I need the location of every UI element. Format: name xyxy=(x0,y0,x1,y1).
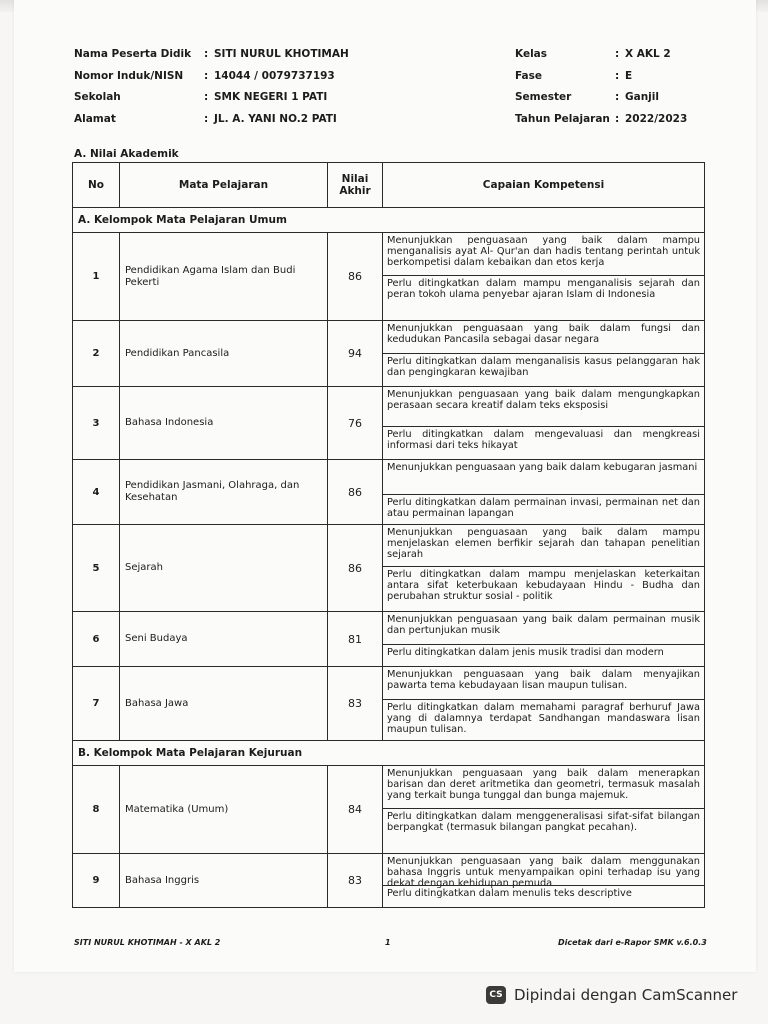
row-subject: Pendidikan Agama Islam dan Budi Pekerti xyxy=(120,233,328,321)
table-header-row xyxy=(73,163,705,208)
student-info-right xyxy=(515,44,687,130)
row-number: 4 xyxy=(73,460,120,525)
competency-box xyxy=(383,460,704,524)
phase-label: Fase xyxy=(515,69,543,82)
row-competency xyxy=(383,525,705,612)
competency-improvement: Perlu ditingkatkan dalam memahami paragraf berhuruf Jawa yang di dalamnya terdapat Sandhangan mandaswara lisan maupun tulisan. xyxy=(383,699,704,740)
school-name: SMK NEGERI 1 PATI xyxy=(214,91,328,103)
row-number: 7 xyxy=(73,667,120,741)
row-number: 1 xyxy=(73,233,120,321)
competency-strength: Menunjukkan penguasaan yang baik dalam menerapkan barisan dan deret aritmetika dan geometri, termasuk masalah yang terkait bunga tunggal dan bunga majemuk. xyxy=(387,768,700,801)
competency-box xyxy=(383,612,704,666)
competency-improvement: Perlu ditingkatkan dalam menulis teks descriptive xyxy=(383,885,704,907)
camscanner-text: Dipindai dengan CamScanner xyxy=(514,986,738,1004)
competency-box xyxy=(383,321,704,386)
competency-improvement: Perlu ditingkatkan dalam menggeneralisasi sifat-sifat bilangan berpangkat (termasuk bilangan pangkat pecahan). xyxy=(383,808,704,853)
table-row xyxy=(73,387,705,460)
group-row-b xyxy=(73,741,705,766)
row-subject: Matematika (Umum) xyxy=(120,766,328,854)
competency-strength: Menunjukkan penguasaan yang baik dalam fungsi dan kedudukan Pancasila sebagai dasar negara xyxy=(387,323,700,345)
school-row xyxy=(74,87,349,109)
competency-improvement: Perlu ditingkatkan dalam mengevaluasi dan mengkreasi informasi dari teks hikayat xyxy=(383,426,704,459)
competency-strength: Menunjukkan penguasaan yang baik dalam menggunakan bahasa Inggris untuk menyampaikan opini terhadap isu yang dekat dengan kehidupan pemuda xyxy=(387,856,700,889)
row-competency xyxy=(383,667,705,741)
competency-box xyxy=(383,525,704,611)
competency-box xyxy=(383,387,704,459)
competency-improvement: Perlu ditingkatkan dalam jenis musik tradisi dan modern xyxy=(383,644,704,666)
table-row xyxy=(73,321,705,387)
competency-strength: Menunjukkan penguasaan yang baik dalam mengungkapkan perasaan secara kreatif dalam teks eksposisi xyxy=(387,389,700,411)
row-number: 5 xyxy=(73,525,120,612)
row-subject: Seni Budaya xyxy=(120,612,328,667)
school-sep: : xyxy=(204,91,209,103)
row-number: 9 xyxy=(73,854,120,908)
footer-page-number: 1 xyxy=(385,938,391,947)
row-competency xyxy=(383,854,705,908)
header-subject: Mata Pelajaran xyxy=(120,163,328,208)
table-row xyxy=(73,460,705,525)
competency-box xyxy=(383,766,704,853)
row-subject: Sejarah xyxy=(120,525,328,612)
competency-improvement: Perlu ditingkatkan dalam permainan invasi, permainan net dan atau permainan lapangan xyxy=(383,494,704,524)
competency-improvement: Perlu ditingkatkan dalam mampu menganalisis sejarah dan peran tokoh ulama penyebar ajaran Islam di Indonesia xyxy=(383,275,704,320)
group-a-label: A. Kelompok Mata Pelajaran Umum xyxy=(73,208,705,233)
header-competency: Capaian Kompetensi xyxy=(383,163,705,208)
footer-student: SITI NURUL KHOTIMAH - X AKL 2 xyxy=(74,938,221,947)
semester-sep: : xyxy=(615,91,620,103)
year-row xyxy=(515,109,687,131)
student-nis: 14044 / 0079737193 xyxy=(214,69,335,82)
school-label: Sekolah xyxy=(74,91,121,103)
row-subject: Bahasa Indonesia xyxy=(120,387,328,460)
semester-value: Ganjil xyxy=(625,91,659,103)
student-info-left xyxy=(74,44,349,130)
grades-table xyxy=(72,162,705,908)
table-row xyxy=(73,667,705,741)
row-score: 83 xyxy=(328,667,383,741)
competency-strength: Menunjukkan penguasaan yang baik dalam menyajikan pawarta tema kebudayaan lisan maupun tulisan. xyxy=(387,669,700,691)
student-name: SITI NURUL KHOTIMAH xyxy=(214,48,349,60)
row-score: 86 xyxy=(328,525,383,612)
phase-sep: : xyxy=(615,69,620,82)
row-score: 86 xyxy=(328,460,383,525)
class-sep: : xyxy=(615,48,620,60)
row-score: 76 xyxy=(328,387,383,460)
row-number: 3 xyxy=(73,387,120,460)
row-number: 8 xyxy=(73,766,120,854)
row-number: 2 xyxy=(73,321,120,387)
competency-strength: Menunjukkan penguasaan yang baik dalam mampu menganalisis ayat Al- Qur'an dan hadis tentang perintah untuk berkompetisi dalam kebaikan dan etos kerja xyxy=(387,235,700,268)
table-row xyxy=(73,525,705,612)
row-subject: Pendidikan Pancasila xyxy=(120,321,328,387)
row-score: 94 xyxy=(328,321,383,387)
row-subject: Pendidikan Jasmani, Olahraga, dan Kesehatan xyxy=(120,460,328,525)
row-subject: Bahasa Inggris xyxy=(120,854,328,908)
row-score: 84 xyxy=(328,766,383,854)
student-nis-row xyxy=(74,66,349,88)
row-score: 81 xyxy=(328,612,383,667)
class-label: Kelas xyxy=(515,48,548,60)
row-competency xyxy=(383,612,705,667)
address-row xyxy=(74,109,349,131)
name-label: Nama Peserta Didik xyxy=(74,48,192,60)
section-title-academic: A. Nilai Akademik xyxy=(74,148,179,160)
competency-improvement: Perlu ditingkatkan dalam mampu menjelaskan keterkaitan antara sifat keterbukaan kebudayaan Hindu - Budha dan perubahan struktur sosial - politik xyxy=(383,566,704,611)
row-subject: Bahasa Jawa xyxy=(120,667,328,741)
row-number: 6 xyxy=(73,612,120,667)
row-score: 86 xyxy=(328,233,383,321)
semester-row xyxy=(515,87,687,109)
address-value: JL. A. YANI NO.2 PATI xyxy=(214,112,337,125)
address-label: Alamat xyxy=(74,112,116,125)
class-value: X AKL 2 xyxy=(625,48,671,60)
phase-row xyxy=(515,66,687,88)
header-no: No xyxy=(73,163,120,208)
footer-printed-by: Dicetak dari e-Rapor SMK v.6.0.3 xyxy=(558,938,707,947)
header-score-line2: Akhir xyxy=(339,185,371,197)
row-competency xyxy=(383,387,705,460)
camscanner-watermark xyxy=(486,986,737,1004)
student-name-row xyxy=(74,44,349,66)
group-b-label: B. Kelompok Mata Pelajaran Kejuruan xyxy=(73,741,705,766)
row-competency xyxy=(383,321,705,387)
year-sep: : xyxy=(615,112,620,125)
phase-value: E xyxy=(625,69,633,82)
competency-strength: Menunjukkan penguasaan yang baik dalam mampu menjelaskan elemen berfikir sejarah dan tahapan penelitian sejarah xyxy=(387,527,700,560)
year-label: Tahun Pelajaran xyxy=(515,112,610,125)
class-row xyxy=(515,44,687,66)
semester-label: Semester xyxy=(515,91,572,103)
row-score: 83 xyxy=(328,854,383,908)
competency-box xyxy=(383,667,704,740)
nis-label: Nomor Induk/NISN xyxy=(74,69,184,82)
group-row-a xyxy=(73,208,705,233)
competency-box xyxy=(383,233,704,320)
table-row xyxy=(73,854,705,908)
row-competency xyxy=(383,233,705,321)
table-row xyxy=(73,612,705,667)
competency-box xyxy=(383,854,704,907)
name-sep: : xyxy=(204,48,209,60)
header-score-line1: Nilai xyxy=(341,173,369,185)
row-competency xyxy=(383,766,705,854)
nis-sep: : xyxy=(204,69,209,82)
header-score xyxy=(328,163,383,208)
competency-strength: Menunjukkan penguasaan yang baik dalam kebugaran jasmani xyxy=(387,462,698,473)
table-row xyxy=(73,766,705,854)
competency-improvement: Perlu ditingkatkan dalam menganalisis kasus pelanggaran hak dan pengingkaran kewajiban xyxy=(383,353,704,386)
competency-strength: Menunjukkan penguasaan yang baik dalam permainan musik dan pertunjukan musik xyxy=(387,614,700,636)
address-sep: : xyxy=(204,112,209,125)
row-competency xyxy=(383,460,705,525)
table-row xyxy=(73,233,705,321)
year-value: 2022/2023 xyxy=(625,112,688,125)
camscanner-icon: CS xyxy=(486,986,506,1004)
